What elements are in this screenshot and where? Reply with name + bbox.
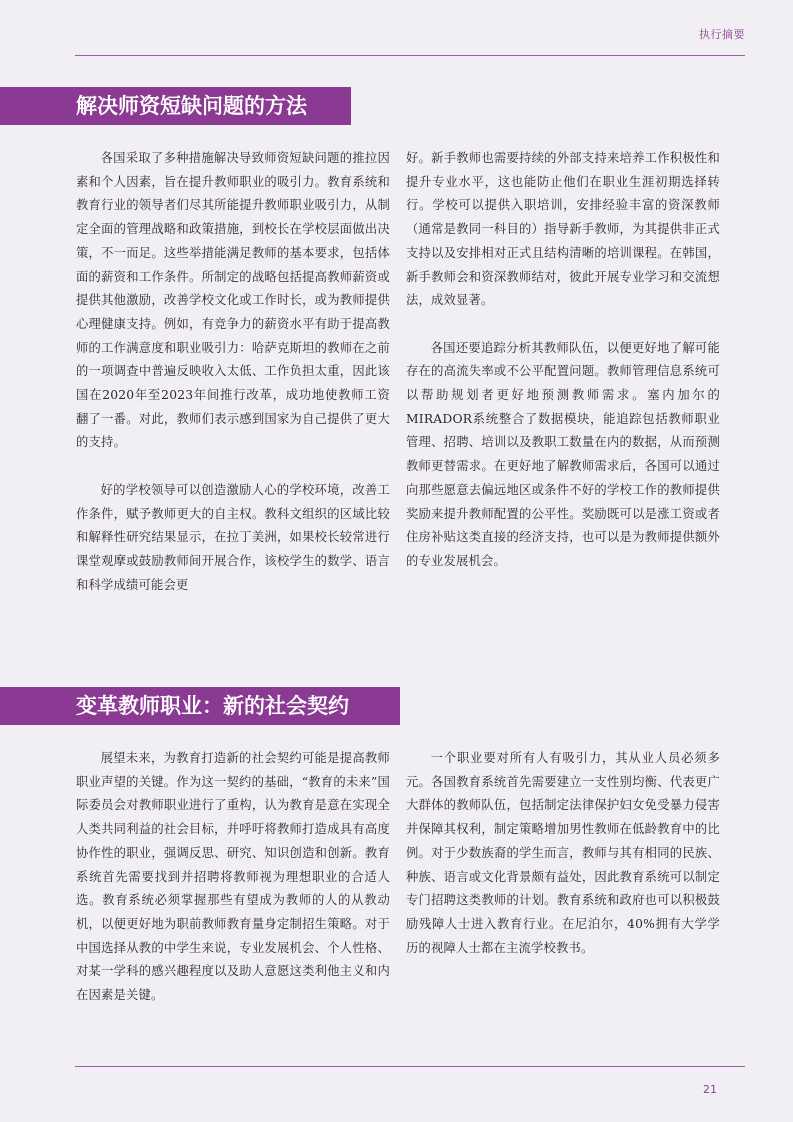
section-heading-teacher-shortage: 解决师资短缺问题的方法	[0, 87, 351, 125]
section1-column-left	[76, 147, 390, 597]
footer-divider	[75, 1066, 745, 1067]
paragraph: 好。新手教师也需要持续的外部支持来培养工作积极性和提升专业水平，这也能防止他们在职业生涯初期选择转行。学校可以提供入职培训，安排经验丰富的资深教师（通常是教同一科目的）指导新手教师，为其提供非正式支持以及安排相对正式且结构清晰的培训课程。在韩国，新手教师会和资深教师结对，彼此开展专业学习和交流想法，成效显著。	[406, 151, 720, 308]
section2-column-left	[76, 747, 390, 1008]
section-heading-new-social-contract: 变革教师职业：新的社会契约	[0, 687, 400, 725]
paragraph: 展望未来，为教育打造新的社会契约可能是提高教师职业声望的关键。作为这一契约的基础，“教育的未来”国际委员会对教师职业进行了重构，认为教育是意在实现全人类共同利益的社会目标，并呼吁将教师打造成具有高度协作性的职业，强调反思、研究、知识创造和创新。教育系统首先需要找到并招聘将教师视为理想职业的合适人选。教育系统必须掌握那些有望成为教师的人的从教动机，以便更好地为职前教师教育量身定制招生策略。对于中国选择从教的中学生来说，专业发展机会、个人性格、对某一学科的感兴趣程度以及助人意愿这类利他主义和内在因素是关键。	[76, 751, 390, 1003]
page-number: 21	[703, 1083, 717, 1096]
paragraph: 各国还要追踪分析其教师队伍，以便更好地了解可能存在的高流失率或不公平配置问题。教师管理信息系统可以帮助规划者更好地预测教师需求。塞内加尔的MIRADOR系统整合了数据模块，能追踪包括教师职业管理、招聘、培训以及教职工数量在内的数据，从而预测教师更替需求。在更好地了解教师需求后，各国可以通过向那些愿意去偏远地区或条件不好的学校工作的教师提供奖励来提升教师配置的公平性。奖励既可以是涨工资或者住房补贴这类直接的经济支持，也可以是为教师提供额外的专业发展机会。	[406, 340, 720, 568]
section2-column-right	[406, 747, 720, 960]
paragraph: 各国采取了多种措施解决导致师资短缺问题的推拉因素和个人因素，旨在提升教师职业的吸引力。教育系统和教育行业的领导者们尽其所能提升教师职业吸引力，从制定全面的管理战略和政策措施，到校长在学校层面做出决策，不一而足。这些举措能满足教师的基本要求，包括体面的薪资和工作条件。所制定的战略包括提高教师薪资或提供其他激励，改善学校文化或工作时长，或为教师提供心理健康支持。例如，有竞争力的薪资水平有助于提高教师的工作满意度和职业吸引力：哈萨克斯坦的教师在之前的一项调查中普遍反映收入太低、工作负担太重，因此该国在2020年至2023年间推行改革，成功地使教师工资翻了一番。对此，教师们表示感到国家为自己提供了更大的支持。	[76, 151, 390, 450]
paragraph: 好的学校领导可以创造激励人心的学校环境，改善工作条件，赋予教师更大的自主权。教科文组织的区域比较和解释性研究结果显示，在拉丁美洲，如果校长较常进行课堂观摩或鼓励教师间开展合作，该校学生的数学、语言和科学成绩可能会更	[76, 482, 390, 592]
paragraph: 一个职业要对所有人有吸引力，其从业人员必须多元。各国教育系统首先需要建立一支性别均衡、代表更广大群体的教师队伍，包括制定法律保护妇女免受暴力侵害并保障其权利，制定策略增加男性教师在低龄教育中的比例。对于少数族裔的学生而言，教师与其有相同的民族、种族、语言或文化背景颇有益处，因此教育系统可以制定专门招聘这类教师的计划。教育系统和政府也可以积极鼓励残障人士进入教育行业。在尼泊尔，40%拥有大学学历的视障人士都在主流学校教书。	[406, 751, 720, 955]
running-header: 执行摘要	[699, 28, 745, 41]
header-divider	[75, 55, 745, 56]
section1-column-right	[406, 147, 720, 574]
